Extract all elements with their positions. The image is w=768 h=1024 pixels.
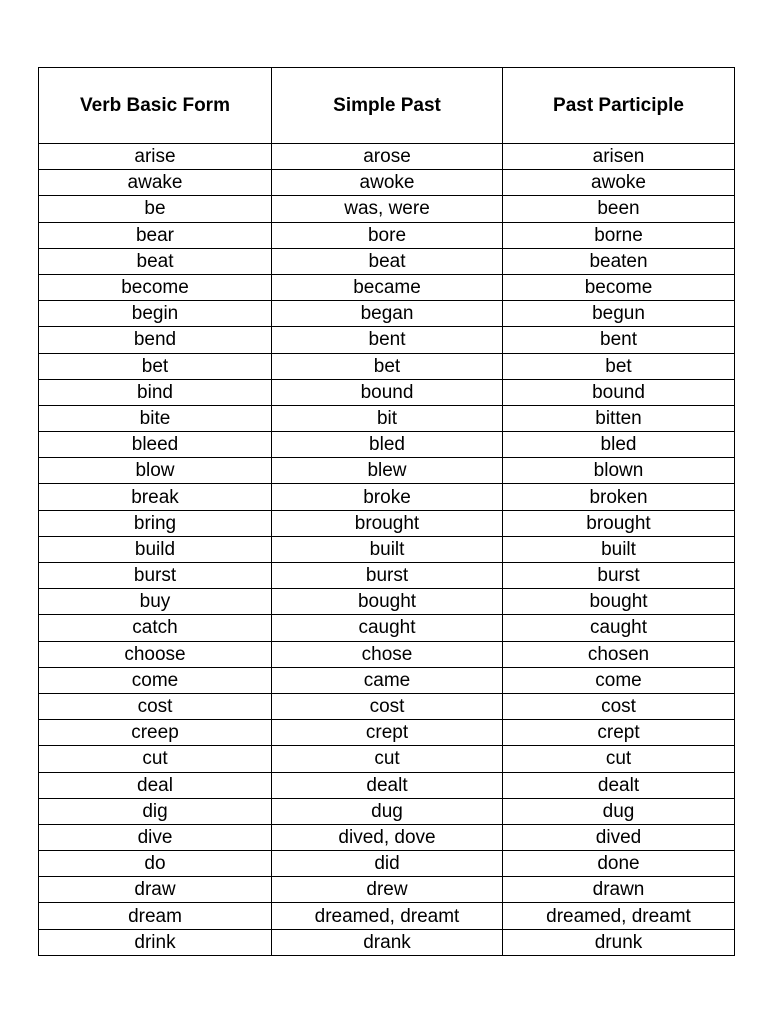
table-row xyxy=(39,667,735,693)
simple-past-cell: drank xyxy=(272,929,503,955)
basic-form-cell: catch xyxy=(39,615,272,641)
basic-form-cell: be xyxy=(39,196,272,222)
simple-past-cell: bled xyxy=(272,432,503,458)
basic-form-cell: awake xyxy=(39,170,272,196)
irregular-verbs-table xyxy=(38,67,735,956)
table-body xyxy=(39,144,735,956)
past-participle-cell: bet xyxy=(503,353,735,379)
table-row xyxy=(39,196,735,222)
simple-past-cell: crept xyxy=(272,720,503,746)
simple-past-cell: chose xyxy=(272,641,503,667)
simple-past-cell: bound xyxy=(272,379,503,405)
simple-past-cell: cut xyxy=(272,746,503,772)
past-participle-cell: crept xyxy=(503,720,735,746)
past-participle-cell: brought xyxy=(503,510,735,536)
table-row xyxy=(39,274,735,300)
past-participle-cell: burst xyxy=(503,563,735,589)
table-row xyxy=(39,798,735,824)
past-participle-cell: bitten xyxy=(503,405,735,431)
simple-past-cell: came xyxy=(272,667,503,693)
basic-form-cell: arise xyxy=(39,144,272,170)
simple-past-cell: built xyxy=(272,536,503,562)
basic-form-cell: draw xyxy=(39,877,272,903)
basic-form-cell: bend xyxy=(39,327,272,353)
table-row xyxy=(39,484,735,510)
table-row xyxy=(39,851,735,877)
table-row xyxy=(39,563,735,589)
simple-past-cell: dealt xyxy=(272,772,503,798)
past-participle-cell: dived xyxy=(503,824,735,850)
simple-past-cell: awoke xyxy=(272,170,503,196)
table-row xyxy=(39,353,735,379)
basic-form-cell: burst xyxy=(39,563,272,589)
table-row xyxy=(39,379,735,405)
table-row xyxy=(39,510,735,536)
basic-form-cell: dream xyxy=(39,903,272,929)
past-participle-cell: broken xyxy=(503,484,735,510)
table-row xyxy=(39,903,735,929)
past-participle-cell: cost xyxy=(503,693,735,719)
past-participle-cell: done xyxy=(503,851,735,877)
basic-form-cell: dig xyxy=(39,798,272,824)
header-past-participle: Past Participle xyxy=(503,68,735,144)
past-participle-cell: bound xyxy=(503,379,735,405)
header-row xyxy=(39,68,735,144)
past-participle-cell: bought xyxy=(503,589,735,615)
table-row xyxy=(39,458,735,484)
simple-past-cell: dreamed, dreamt xyxy=(272,903,503,929)
basic-form-cell: dive xyxy=(39,824,272,850)
past-participle-cell: bent xyxy=(503,327,735,353)
simple-past-cell: was, were xyxy=(272,196,503,222)
simple-past-cell: cost xyxy=(272,693,503,719)
basic-form-cell: cut xyxy=(39,746,272,772)
simple-past-cell: bit xyxy=(272,405,503,431)
past-participle-cell: borne xyxy=(503,222,735,248)
past-participle-cell: drawn xyxy=(503,877,735,903)
header-simple-past: Simple Past xyxy=(272,68,503,144)
simple-past-cell: arose xyxy=(272,144,503,170)
basic-form-cell: choose xyxy=(39,641,272,667)
past-participle-cell: dealt xyxy=(503,772,735,798)
basic-form-cell: break xyxy=(39,484,272,510)
past-participle-cell: chosen xyxy=(503,641,735,667)
simple-past-cell: beat xyxy=(272,248,503,274)
basic-form-cell: bear xyxy=(39,222,272,248)
table-row xyxy=(39,746,735,772)
table-row xyxy=(39,432,735,458)
basic-form-cell: come xyxy=(39,667,272,693)
past-participle-cell: been xyxy=(503,196,735,222)
simple-past-cell: broke xyxy=(272,484,503,510)
simple-past-cell: bet xyxy=(272,353,503,379)
table-row xyxy=(39,301,735,327)
basic-form-cell: bring xyxy=(39,510,272,536)
simple-past-cell: dug xyxy=(272,798,503,824)
simple-past-cell: blew xyxy=(272,458,503,484)
basic-form-cell: bet xyxy=(39,353,272,379)
table-row xyxy=(39,641,735,667)
past-participle-cell: arisen xyxy=(503,144,735,170)
basic-form-cell: beat xyxy=(39,248,272,274)
past-participle-cell: cut xyxy=(503,746,735,772)
table-row xyxy=(39,222,735,248)
past-participle-cell: awoke xyxy=(503,170,735,196)
table-row xyxy=(39,929,735,955)
past-participle-cell: dug xyxy=(503,798,735,824)
past-participle-cell: bled xyxy=(503,432,735,458)
basic-form-cell: creep xyxy=(39,720,272,746)
simple-past-cell: burst xyxy=(272,563,503,589)
basic-form-cell: deal xyxy=(39,772,272,798)
simple-past-cell: bent xyxy=(272,327,503,353)
simple-past-cell: drew xyxy=(272,877,503,903)
table-row xyxy=(39,772,735,798)
past-participle-cell: drunk xyxy=(503,929,735,955)
simple-past-cell: brought xyxy=(272,510,503,536)
past-participle-cell: built xyxy=(503,536,735,562)
basic-form-cell: bleed xyxy=(39,432,272,458)
table-row xyxy=(39,405,735,431)
simple-past-cell: bought xyxy=(272,589,503,615)
table-row xyxy=(39,170,735,196)
table-row xyxy=(39,248,735,274)
table-row xyxy=(39,824,735,850)
simple-past-cell: bore xyxy=(272,222,503,248)
basic-form-cell: blow xyxy=(39,458,272,484)
past-participle-cell: dreamed, dreamt xyxy=(503,903,735,929)
table-row xyxy=(39,877,735,903)
past-participle-cell: caught xyxy=(503,615,735,641)
simple-past-cell: caught xyxy=(272,615,503,641)
simple-past-cell: became xyxy=(272,274,503,300)
basic-form-cell: bite xyxy=(39,405,272,431)
table-row xyxy=(39,589,735,615)
basic-form-cell: begin xyxy=(39,301,272,327)
past-participle-cell: come xyxy=(503,667,735,693)
basic-form-cell: bind xyxy=(39,379,272,405)
simple-past-cell: did xyxy=(272,851,503,877)
past-participle-cell: begun xyxy=(503,301,735,327)
table-row xyxy=(39,144,735,170)
table-row xyxy=(39,327,735,353)
basic-form-cell: do xyxy=(39,851,272,877)
simple-past-cell: began xyxy=(272,301,503,327)
basic-form-cell: build xyxy=(39,536,272,562)
table-row xyxy=(39,720,735,746)
past-participle-cell: beaten xyxy=(503,248,735,274)
table-row xyxy=(39,536,735,562)
simple-past-cell: dived, dove xyxy=(272,824,503,850)
basic-form-cell: cost xyxy=(39,693,272,719)
past-participle-cell: blown xyxy=(503,458,735,484)
table-row xyxy=(39,693,735,719)
past-participle-cell: become xyxy=(503,274,735,300)
header-basic-form: Verb Basic Form xyxy=(39,68,272,144)
table-row xyxy=(39,615,735,641)
basic-form-cell: become xyxy=(39,274,272,300)
basic-form-cell: drink xyxy=(39,929,272,955)
basic-form-cell: buy xyxy=(39,589,272,615)
